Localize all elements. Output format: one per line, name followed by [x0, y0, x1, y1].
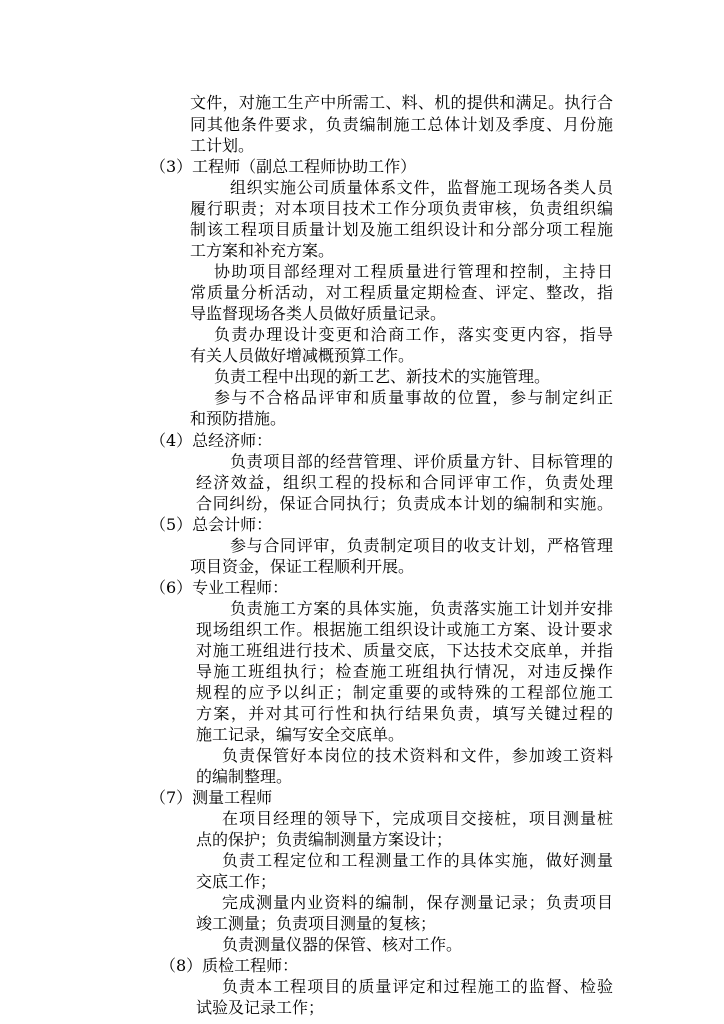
body-line: 工方案和补充方案。 — [190, 241, 335, 260]
body-line: 施工记录，编写安全交底单。 — [196, 725, 405, 744]
body-line: 项目资金，保证工程顺利开展。 — [190, 557, 415, 576]
body-line: 组织实施公司质量体系文件，监督施工现场各类人员 — [230, 178, 613, 197]
body-line: 参与合同评审，负责制定项目的收支计划，严格管理 — [230, 536, 613, 555]
body-line: 负责本工程项目的质量评定和过程施工的监督、检验 — [222, 977, 613, 996]
body-line: 竣工测量；负责项目测量的复核； — [196, 914, 437, 933]
body-line: 负责工程中出现的新工艺、新技术的实施管理。 — [214, 367, 551, 386]
body-line: 试验及记录工作； — [196, 998, 325, 1017]
body-line: 有关人员做好增减概预算工作。 — [190, 346, 415, 365]
body-line: 合同纠纷，保证合同执行；负责成本计划的编制和实施。 — [196, 494, 613, 513]
body-line: 文件，对施工生产中所需工、料、机的提供和满足。执行合 — [190, 93, 613, 112]
section-heading-8: （8）质检工程师： — [160, 956, 299, 975]
body-line: 参与不合格品评审和质量事故的位置，参与制定纠正 — [214, 388, 613, 407]
body-line: 规程的应予以纠正；制定重要的或特殊的工程部位施工 — [196, 683, 613, 702]
body-line: 协助项目部经理对工程质量进行管理和控制，主持日 — [214, 262, 613, 281]
body-line: 和预防措施。 — [190, 409, 287, 428]
body-line: 的编制整理。 — [196, 767, 293, 786]
body-line: 制该工程项目质量计划及施工组织设计和分部分项工程施 — [190, 220, 613, 239]
section-heading-6: （6）专业工程师： — [150, 578, 289, 597]
body-line: 负责项目部的经营管理、评价质量方针、目标管理的 — [230, 452, 613, 471]
body-line: 交底工作； — [196, 872, 277, 891]
body-line: 导施工班组执行；检查施工班组执行情况，对违反操作 — [196, 662, 613, 681]
body-line: 完成测量内业资料的编制，保存测量记录；负责项目 — [222, 893, 613, 912]
body-line: 负责测量仪器的保管、核对工作。 — [222, 935, 463, 954]
body-line: 经济效益，组织工程的投标和合同评审工作，负责处理 — [196, 473, 613, 492]
body-line: 点的保护；负责编制测量方案设计； — [196, 830, 453, 849]
body-line: 方案，并对其可行性和执行结果负责，填写关键过程的 — [196, 704, 613, 723]
body-line: 导监督现场各类人员做好质量记录。 — [190, 304, 447, 323]
section-heading-7: （7）测量工程师 — [150, 788, 273, 807]
body-line: 对施工班组进行技术、质量交底，下达技术交底单，并指 — [196, 641, 613, 660]
body-line: 工计划。 — [190, 136, 255, 155]
body-line: 负责施工方案的具体实施，负责落实施工计划并安排 — [230, 599, 613, 618]
section-heading-4: （4）总经济师： — [150, 431, 273, 450]
section-heading-3: （3）工程师（副总工程师协助工作） — [150, 157, 417, 176]
body-line: 同其他条件要求，负责编制施工总体计划及季度、月份施 — [190, 115, 613, 134]
section-heading-5: （5）总会计师： — [150, 515, 273, 534]
body-line: 常质量分析活动，对工程质量定期检查、评定、整改，指 — [190, 283, 613, 302]
body-line: 现场组织工作。根据施工组织设计或施工方案、设计要求 — [196, 620, 613, 639]
body-line: 负责保管好本岗位的技术资料和文件，参加竣工资料 — [222, 746, 613, 765]
body-line: 负责工程定位和工程测量工作的具体实施，做好测量 — [222, 851, 613, 870]
body-line: 在项目经理的领导下，完成项目交接桩，项目测量桩 — [222, 809, 613, 828]
body-line: 负责办理设计变更和洽商工作，落实变更内容，指导 — [214, 325, 613, 344]
body-line: 履行职责；对本项目技术工作分项负责审核，负责组织编 — [190, 199, 613, 218]
